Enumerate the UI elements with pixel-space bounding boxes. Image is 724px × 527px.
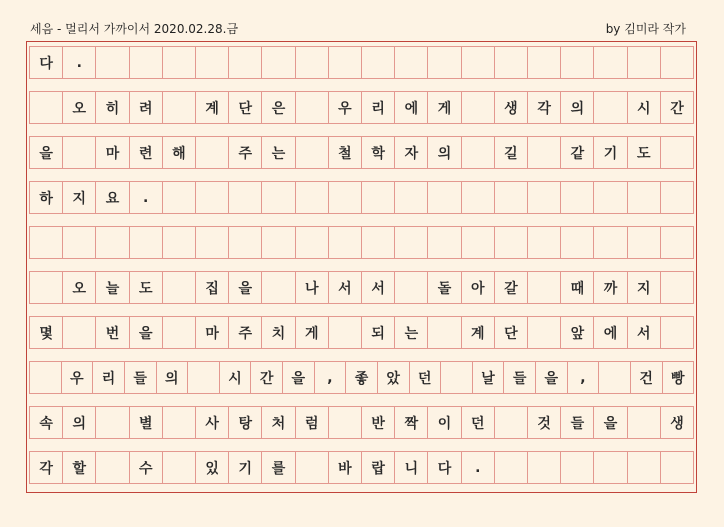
grid-cell <box>29 226 63 259</box>
grid-cell: 것 <box>528 406 561 439</box>
grid-cell: . <box>63 46 96 79</box>
grid-cell: 날 <box>473 361 505 394</box>
grid-cell <box>296 46 329 79</box>
grid-cell: 별 <box>130 406 163 439</box>
grid-cell: 럼 <box>296 406 329 439</box>
grid-cell <box>628 181 661 214</box>
grid-row <box>29 46 694 79</box>
grid-cell: 각 <box>29 451 63 484</box>
grid-cell <box>628 226 661 259</box>
grid-cell: 히 <box>96 91 129 124</box>
grid-cell <box>29 271 63 304</box>
grid-cell: 때 <box>561 271 594 304</box>
grid-cell <box>661 181 694 214</box>
grid-cell <box>441 361 473 394</box>
grid-cell: 길 <box>495 136 528 169</box>
grid-cell: 사 <box>196 406 229 439</box>
grid-cell <box>296 91 329 124</box>
grid-cell: 는 <box>262 136 295 169</box>
grid-cell: 단 <box>495 316 528 349</box>
grid-cell <box>163 406 196 439</box>
grid-cell: 려 <box>130 91 163 124</box>
grid-cell <box>329 181 362 214</box>
grid-cell: 도 <box>130 271 163 304</box>
grid-cell: 치 <box>262 316 295 349</box>
grid-cell <box>495 406 528 439</box>
grid-cell <box>395 46 428 79</box>
grid-cell <box>661 46 694 79</box>
grid-cell <box>296 451 329 484</box>
grid-cell: 은 <box>262 91 295 124</box>
grid-cell <box>163 226 196 259</box>
grid-cell: 의 <box>428 136 461 169</box>
grid-cell: 간 <box>251 361 283 394</box>
grid-cell: 요 <box>96 181 129 214</box>
grid-cell <box>594 451 627 484</box>
grid-cell <box>296 226 329 259</box>
grid-cell <box>96 226 129 259</box>
grid-row <box>29 406 694 439</box>
grid-cell: 마 <box>96 136 129 169</box>
grid-cell <box>329 226 362 259</box>
grid-cell <box>262 181 295 214</box>
grid-cell: 돌 <box>428 271 461 304</box>
grid-cell <box>628 406 661 439</box>
grid-cell <box>362 46 395 79</box>
grid-cell: 단 <box>229 91 262 124</box>
grid-cell: 게 <box>428 91 461 124</box>
grid-cell <box>163 91 196 124</box>
grid-cell <box>594 181 627 214</box>
grid-cell: 기 <box>594 136 627 169</box>
grid-cell: 주 <box>229 136 262 169</box>
grid-cell: 간 <box>661 91 694 124</box>
grid-cell: 몇 <box>29 316 63 349</box>
grid-cell <box>594 46 627 79</box>
grid-cell <box>495 451 528 484</box>
grid-cell: 을 <box>283 361 315 394</box>
page-header <box>30 18 686 38</box>
grid-cell <box>63 136 96 169</box>
grid-cell <box>599 361 631 394</box>
grid-cell: 서 <box>628 316 661 349</box>
grid-cell <box>661 226 694 259</box>
grid-cell <box>163 271 196 304</box>
grid-cell <box>196 181 229 214</box>
grid-row <box>29 181 694 214</box>
grid-cell <box>395 271 428 304</box>
grid-cell: 반 <box>362 406 395 439</box>
grid-cell: 되 <box>362 316 395 349</box>
grid-cell: 서 <box>362 271 395 304</box>
grid-cell <box>329 406 362 439</box>
grid-cell <box>296 181 329 214</box>
grid-cell: 오 <box>63 91 96 124</box>
author-text: by 김미라 작가 <box>605 22 686 36</box>
grid-cell: 의 <box>63 406 96 439</box>
grid-cell <box>63 316 96 349</box>
grid-cell: 우 <box>62 361 94 394</box>
grid-cell: 리 <box>362 91 395 124</box>
grid-cell <box>29 361 62 394</box>
grid-cell <box>262 46 295 79</box>
grid-cell <box>528 181 561 214</box>
grid-cell: . <box>130 181 163 214</box>
grid-cell: 다 <box>29 46 63 79</box>
grid-cell <box>196 136 229 169</box>
grid-cell <box>296 136 329 169</box>
grid-cell: 을 <box>536 361 568 394</box>
grid-cell <box>561 451 594 484</box>
grid-cell <box>329 46 362 79</box>
grid-cell: 빵 <box>663 361 695 394</box>
grid-row <box>29 316 694 349</box>
grid-cell <box>362 226 395 259</box>
grid-cell <box>96 46 129 79</box>
grid-cell: 짝 <box>395 406 428 439</box>
grid-row <box>29 136 694 169</box>
grid-row <box>29 271 694 304</box>
grid-cell: 갈 <box>495 271 528 304</box>
grid-cell <box>229 181 262 214</box>
grid-cell <box>362 181 395 214</box>
grid-cell: 다 <box>428 451 461 484</box>
grid-cell: 탕 <box>229 406 262 439</box>
grid-cell: 에 <box>594 316 627 349</box>
grid-cell: 랍 <box>362 451 395 484</box>
grid-cell <box>163 181 196 214</box>
grid-cell <box>528 451 561 484</box>
grid-cell: 지 <box>63 181 96 214</box>
grid-cell: 각 <box>528 91 561 124</box>
grid-cell: 자 <box>395 136 428 169</box>
grid-cell: 수 <box>130 451 163 484</box>
grid-cell: , <box>568 361 600 394</box>
manuscript-sheet <box>26 41 697 493</box>
grid-cell <box>395 226 428 259</box>
grid-cell <box>428 316 461 349</box>
grid-cell: 시 <box>220 361 252 394</box>
grid-cell <box>163 46 196 79</box>
grid-cell: 는 <box>395 316 428 349</box>
grid-cell <box>661 316 694 349</box>
grid-cell: 건 <box>631 361 663 394</box>
grid-cell <box>495 226 528 259</box>
grid-cell: 을 <box>130 316 163 349</box>
grid-cell <box>428 181 461 214</box>
grid-cell <box>428 46 461 79</box>
grid-cell <box>495 181 528 214</box>
grid-cell: 지 <box>628 271 661 304</box>
grid-cell: 들 <box>561 406 594 439</box>
grid-cell: 까 <box>594 271 627 304</box>
grid-cell: 리 <box>93 361 125 394</box>
grid-cell: 학 <box>362 136 395 169</box>
grid-cell <box>528 136 561 169</box>
grid-cell: 번 <box>96 316 129 349</box>
grid-cell: 련 <box>130 136 163 169</box>
grid-cell: 을 <box>594 406 627 439</box>
grid-cell <box>661 451 694 484</box>
grid-cell <box>462 226 495 259</box>
grid-cell: 아 <box>462 271 495 304</box>
grid-cell: 좋 <box>346 361 378 394</box>
grid-cell: 도 <box>628 136 661 169</box>
grid-cell <box>594 226 627 259</box>
grid-cell <box>229 46 262 79</box>
grid-cell <box>462 46 495 79</box>
title-text: 세음 - 멀리서 가까이서 2020.02.28.금 <box>30 22 239 36</box>
grid-cell: 늘 <box>96 271 129 304</box>
grid-cell <box>661 271 694 304</box>
grid-cell: 시 <box>628 91 661 124</box>
grid-cell: 생 <box>495 91 528 124</box>
grid-cell <box>628 46 661 79</box>
grid-cell: 를 <box>262 451 295 484</box>
grid-cell: 주 <box>229 316 262 349</box>
grid-cell <box>262 226 295 259</box>
grid-cell: 을 <box>229 271 262 304</box>
grid-cell: 들 <box>504 361 536 394</box>
grid-cell <box>329 316 362 349</box>
grid-cell <box>428 226 461 259</box>
grid-cell: 속 <box>29 406 63 439</box>
grid-row <box>29 361 694 394</box>
grid-cell <box>561 46 594 79</box>
grid-cell <box>163 451 196 484</box>
grid-cell <box>594 91 627 124</box>
grid-cell <box>130 226 163 259</box>
grid-cell <box>462 181 495 214</box>
grid-cell: 의 <box>157 361 189 394</box>
grid-cell <box>96 451 129 484</box>
grid-cell <box>196 46 229 79</box>
grid-cell: 에 <box>395 91 428 124</box>
grid-cell: 이 <box>428 406 461 439</box>
grid-cell <box>196 226 229 259</box>
grid-cell: 게 <box>296 316 329 349</box>
grid-cell: 처 <box>262 406 295 439</box>
grid-cell: 았 <box>378 361 410 394</box>
grid-cell: 앞 <box>561 316 594 349</box>
grid-cell: 기 <box>229 451 262 484</box>
grid-cell <box>528 46 561 79</box>
grid-cell: 철 <box>329 136 362 169</box>
grid-cell <box>462 91 495 124</box>
grid-cell <box>163 316 196 349</box>
grid-row <box>29 226 694 259</box>
grid-cell <box>130 46 163 79</box>
grid-cell: 해 <box>163 136 196 169</box>
grid-cell <box>495 46 528 79</box>
grid-cell: 계 <box>196 91 229 124</box>
grid-cell: 할 <box>63 451 96 484</box>
grid-cell: 하 <box>29 181 63 214</box>
grid-cell <box>229 226 262 259</box>
grid-cell <box>262 271 295 304</box>
grid-cell: 나 <box>296 271 329 304</box>
grid-cell: 들 <box>125 361 157 394</box>
grid-cell <box>528 316 561 349</box>
grid-cell: 마 <box>196 316 229 349</box>
grid-cell <box>462 136 495 169</box>
grid-row <box>29 451 694 484</box>
grid-cell: 던 <box>410 361 442 394</box>
grid-cell: 집 <box>196 271 229 304</box>
grid-cell: 서 <box>329 271 362 304</box>
grid-row <box>29 91 694 124</box>
grid-cell <box>528 271 561 304</box>
grid-cell: 던 <box>462 406 495 439</box>
grid-cell: 의 <box>561 91 594 124</box>
grid-cell <box>561 226 594 259</box>
grid-cell: 바 <box>329 451 362 484</box>
grid-cell <box>661 136 694 169</box>
grid-cell: 니 <box>395 451 428 484</box>
grid-cell: 우 <box>329 91 362 124</box>
grid-cell <box>188 361 220 394</box>
grid-cell: , <box>315 361 347 394</box>
grid-cell: 생 <box>661 406 694 439</box>
grid-cell: 을 <box>29 136 63 169</box>
grid-cell <box>561 181 594 214</box>
grid-cell <box>29 91 63 124</box>
grid-cell <box>395 181 428 214</box>
grid-cell: . <box>462 451 495 484</box>
grid-cell: 오 <box>63 271 96 304</box>
grid-cell: 있 <box>196 451 229 484</box>
grid-cell <box>528 226 561 259</box>
grid-cell <box>63 226 96 259</box>
grid-cell <box>628 451 661 484</box>
grid-cell: 계 <box>462 316 495 349</box>
grid-cell <box>96 406 129 439</box>
grid-cell: 같 <box>561 136 594 169</box>
